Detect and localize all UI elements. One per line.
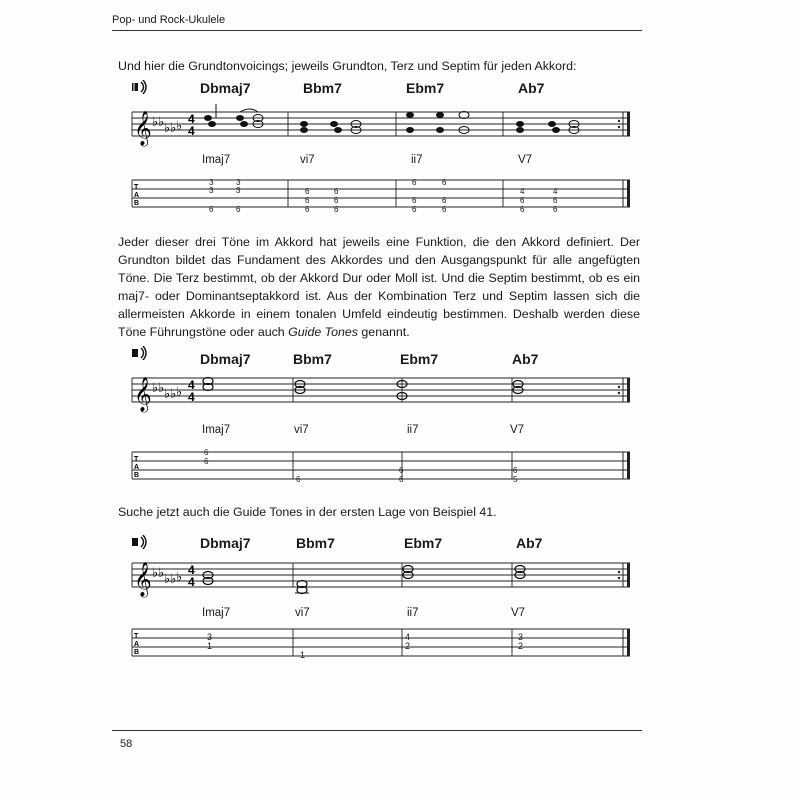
svg-text:♭♭: ♭♭ <box>152 565 165 580</box>
svg-text:A: A <box>134 641 140 648</box>
chord-symbol: Ebm7 <box>400 351 439 367</box>
roman-numeral: Imaj7 <box>202 424 231 436</box>
treble-clef-icon: 𝄞 <box>134 112 152 145</box>
svg-text:♭: ♭ <box>176 118 183 133</box>
chord-symbol: Ebm7 <box>404 535 443 551</box>
speaker-icon[interactable] <box>131 535 149 549</box>
roman-numeral: V7 <box>510 424 525 436</box>
chord-symbol: Bbm7 <box>293 351 332 367</box>
roman-numeral: vi7 <box>300 154 315 166</box>
page-number: 58 <box>120 738 133 750</box>
svg-text:♭: ♭ <box>176 384 183 399</box>
example-2: Dbmaj7 Bbm7 Ebm7 Ab7 𝄞 ♭♭ ♭♭ ♭ 4 4 T A B Imaj7 vi7 ii7 V7 6 6 6 6 6 6 5 <box>0 0 800 490</box>
running-header: Pop- und Rock-Ukulele <box>112 14 226 26</box>
svg-text:B: B <box>134 200 140 207</box>
svg-text:T: T <box>134 184 139 191</box>
chord-symbol: Dbmaj7 <box>200 535 251 551</box>
svg-text:♭: ♭ <box>176 569 183 584</box>
chord-symbol: Ab7 <box>512 351 539 367</box>
svg-text:B: B <box>134 649 140 656</box>
svg-text:A: A <box>134 192 140 199</box>
roman-numeral: ii7 <box>411 154 423 166</box>
example-1: Dbmaj7 Bbm7 Ebm7 Ab7 𝄞 ♭♭ ♭♭ ♭ 4 4 T A B Imaj7 vi7 ii7 V7 3 3 3 3 6 6 6 6 6 6 6 6 6 6 6 6 6 6 4 4 6 6 6 6 <box>0 0 800 225</box>
svg-text:4: 4 <box>188 390 195 404</box>
svg-text:4: 4 <box>188 124 195 138</box>
svg-text:A: A <box>134 464 140 471</box>
roman-numeral: V7 <box>518 154 533 166</box>
treble-clef-icon: 𝄞 <box>134 563 152 596</box>
svg-text:♭♭: ♭♭ <box>152 114 165 129</box>
chord-symbol: Dbmaj7 <box>200 351 251 367</box>
svg-text:♭♭: ♭♭ <box>152 380 165 395</box>
chord-symbol: Ab7 <box>516 535 543 551</box>
svg-text:♭♭: ♭♭ <box>164 571 177 586</box>
svg-text:♭♭: ♭♭ <box>164 386 177 401</box>
roman-numeral: ii7 <box>407 607 419 619</box>
svg-text:T: T <box>134 456 139 463</box>
svg-text:T: T <box>134 633 139 640</box>
example-3: Dbmaj7 Bbm7 Ebm7 Ab7 𝄞 ♭♭ ♭♭ ♭ 4 4 T A B Imaj7 vi7 ii7 V7 3 1 1 4 2 3 2 <box>0 0 800 720</box>
svg-text:4: 4 <box>188 378 195 392</box>
svg-text:B: B <box>134 472 140 479</box>
svg-text:4: 4 <box>188 563 195 577</box>
roman-numeral: ii7 <box>407 424 419 436</box>
roman-numeral: Imaj7 <box>202 154 231 166</box>
exercise-instruction: Suche jetzt auch die Guide Tones in der ersten Lage von Beispiel 41. <box>118 505 497 519</box>
chord-symbol: Bbm7 <box>296 535 335 551</box>
svg-text:♭♭: ♭♭ <box>164 120 177 135</box>
chord-symbol: Ab7 <box>518 80 545 96</box>
roman-numeral: vi7 <box>294 424 309 436</box>
svg-text:4: 4 <box>188 112 195 126</box>
roman-numeral: V7 <box>511 607 526 619</box>
guide-tones-explanation: Jeder dieser drei Töne im Akkord hat jeweils eine Funktion, die den Akkord definiert. Der Grundton bildet das Fundament des Akkordes und den Ausgangspunkt für alle angefügten Töne. Die Terz bestimmt, ob der Akkord Dur oder Moll ist. Und die Septim bestimmt, ob es ein maj7- oder Dominantseptakkord ist. Aus der Kombination Terz und Septim lassen sich die allermeisten Akkorde in einem tonalen Umfeld eindeutig bestimmen. Deshalb werden diese Töne Führungstöne oder auch Guide Tones genannt. <box>118 235 640 339</box>
chord-symbol: Ebm7 <box>406 80 445 96</box>
chord-symbol: Bbm7 <box>303 80 342 96</box>
roman-numeral: Imaj7 <box>202 607 231 619</box>
chord-symbol: Dbmaj7 <box>200 80 251 96</box>
treble-clef-icon: 𝄞 <box>134 378 152 411</box>
footer-divider <box>112 730 642 731</box>
intro-paragraph: Und hier die Grundtonvoicings; jeweils Grundton, Terz und Septim für jeden Akkord: <box>118 59 577 73</box>
svg-text:4: 4 <box>188 575 195 589</box>
roman-numeral: vi7 <box>295 607 310 619</box>
